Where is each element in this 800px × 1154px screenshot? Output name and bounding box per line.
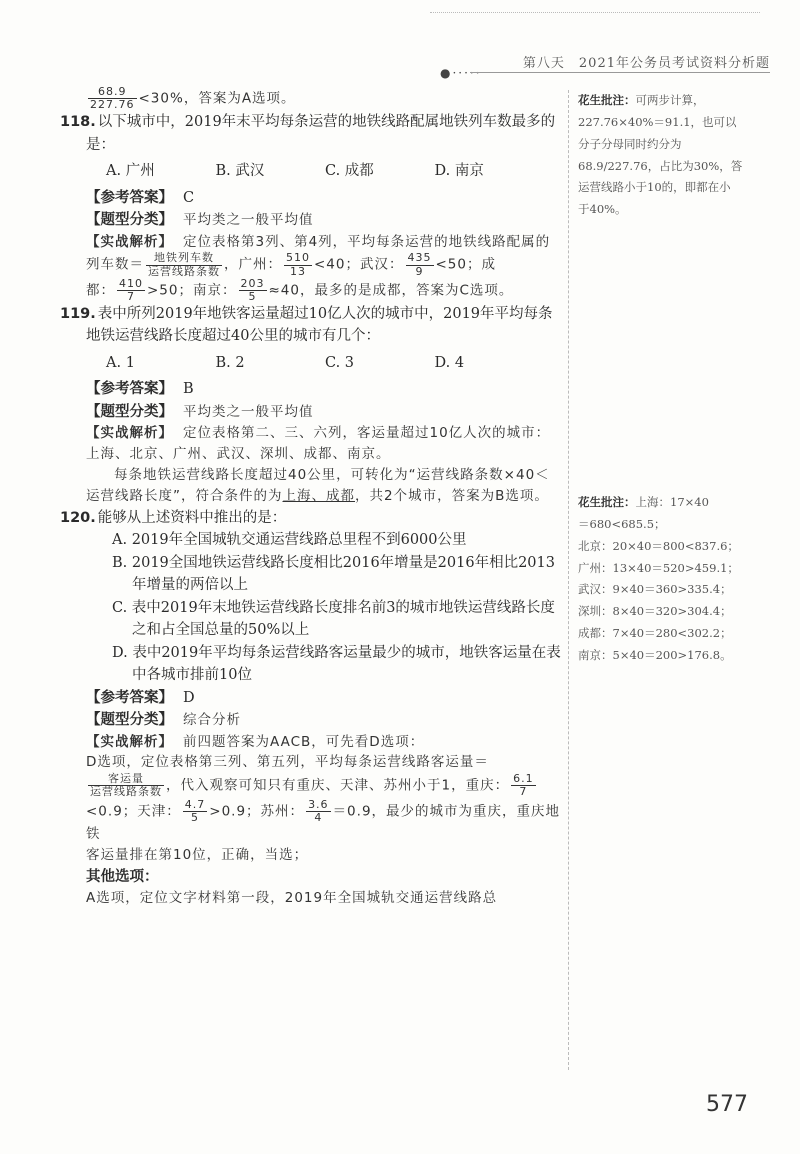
type-118: 【题型分类】 平均类之一般平均值 xyxy=(86,212,314,229)
other-option-a: A选项，定位文字材料第一段，2019年全国城轨交通运营线路总 xyxy=(86,890,498,907)
option-c: C. 表中2019年末地铁运营线路长度排名前3的城市地铁运营线路长度之和占全国总量的50%以上 xyxy=(112,599,555,639)
option-c: C. 成都 xyxy=(325,163,374,180)
running-header: 第八天 2021年公务员考试资料分析题 xyxy=(522,56,770,71)
analysis-119: 【实战解析】 定位表格第二、三、六列，客运量超过10亿人次的城市：上海、北京、广州、武汉、深圳、成都、南京。 xyxy=(86,425,551,463)
analysis-120-cont: D选项，定位表格第三列、第五列，平均每条运营线路客运量＝ $\frac{\text{客运量}}{\text{运营线路条数}}$ ，代入观察可知只有重庆、天津、苏州小于1，重庆： $\frac{6.1}{7}$ <0.9；天津： $\frac{4.7}{5}$ >0.9；苏州： $\frac{3.6}{4}$ ＝0.9，最少的城市为重庆，重庆地铁 客运量排在第10位，正确，当选； xyxy=(86,754,561,863)
option-d: D. 4 xyxy=(434,354,465,371)
option-c: C. 3 xyxy=(325,354,355,371)
answer-119: 【参考答案】 B xyxy=(86,381,194,398)
option-b: B. 2019全国地铁运营线路长度相比2016年增量是2016年相比2013年增量的两倍以上 xyxy=(112,554,555,594)
answer-118: 【参考答案】 C xyxy=(86,189,195,206)
option-a: A. 广州 xyxy=(106,163,155,180)
type-120: 【题型分类】 综合分析 xyxy=(86,712,241,729)
options-119 xyxy=(86,352,564,374)
other-options-label: 其他选项： xyxy=(86,868,159,885)
option-d: D. 表中2019年平均每条运营线路客运量最少的城市，地铁客运量在表中各城市排前10位 xyxy=(112,644,561,684)
side-note-1: 花生批注：可两步计算， 227.76×40%＝91.1，也可以 分子分母同时约分为 68.9/227.76，占比为30%，答 运营线路小于10的，即都在小 于40%。 xyxy=(578,93,743,217)
side-note-2: 花生批注：上海：17×40 ＝680<685.5； 北京：20×40＝800<837.6； 广州：13×40＝520>459.1； 武汉：9×40＝360>335.4； 深圳：8×40＝320>304.4； 成都：7×40＝280<302.2； 南京：5×40＝200>176.8。 xyxy=(578,495,739,662)
analysis-119-cont: 每条地铁运营线路长度超过40公里，可转化为“运营线路条数×40＜运营线路长度”，符合条件的为上海、成都，共2个城市，答案为B选项。 xyxy=(86,467,550,504)
header-rule xyxy=(470,72,770,73)
main-column xyxy=(60,85,564,909)
analysis-118: 【实战解析】 定位表格第3列、第4列，平均每条运营的地铁线路配属的列车数＝ $\frac{\text{地铁列车数}}{\text{运营线路条数}}$ ，广州： $\frac{510}{13}$ <40；武汉： $\frac{435}{9}$ <50；成 都： $\frac{410}{7}$ >50；南京： $\frac{203}{5}$ ≈40，最多的是成都，答案为C选项。 xyxy=(86,233,551,303)
option-d: D. 南京 xyxy=(434,163,484,180)
option-a: A. 1 xyxy=(106,354,135,371)
answer-120: 【参考答案】 D xyxy=(86,689,195,706)
fraction: $\frac{68.9}{227.76}$ xyxy=(90,85,135,112)
option-a: A. 2019年全国城轨交通运营线路总里程不到6000公里 xyxy=(112,532,467,549)
page-number: 577 xyxy=(706,1092,748,1117)
header-dots: ●····· xyxy=(440,66,482,80)
question-118: 118. 以下城市中，2019年末平均每条运营的地铁线路配属地铁列车数最多的是： xyxy=(60,114,556,153)
margin-divider xyxy=(568,90,569,1070)
options-118 xyxy=(86,160,564,182)
question-119: 119. 表中所列2019年地铁客运量超过10亿人次的城市中，2019年平均每条地铁运营线路长度超过40公里的城市有几个： xyxy=(60,305,553,345)
option-b: B. 武汉 xyxy=(215,163,265,180)
question-120: 120. 能够从上述资料中推出的是： xyxy=(60,509,287,526)
side-note-label: 花生批注： xyxy=(578,495,636,509)
carryover-line: $\frac{68.9}{227.76}$ <30%，答案为A选项。 xyxy=(90,85,296,112)
option-b: B. 2 xyxy=(215,354,245,371)
type-119: 【题型分类】 平均类之一般平均值 xyxy=(86,403,314,420)
analysis-120: 【实战解析】 前四题答案为AACB，可先看D选项： xyxy=(86,733,425,750)
header-top-rule xyxy=(430,12,760,13)
side-note-label: 花生批注： xyxy=(578,93,636,107)
